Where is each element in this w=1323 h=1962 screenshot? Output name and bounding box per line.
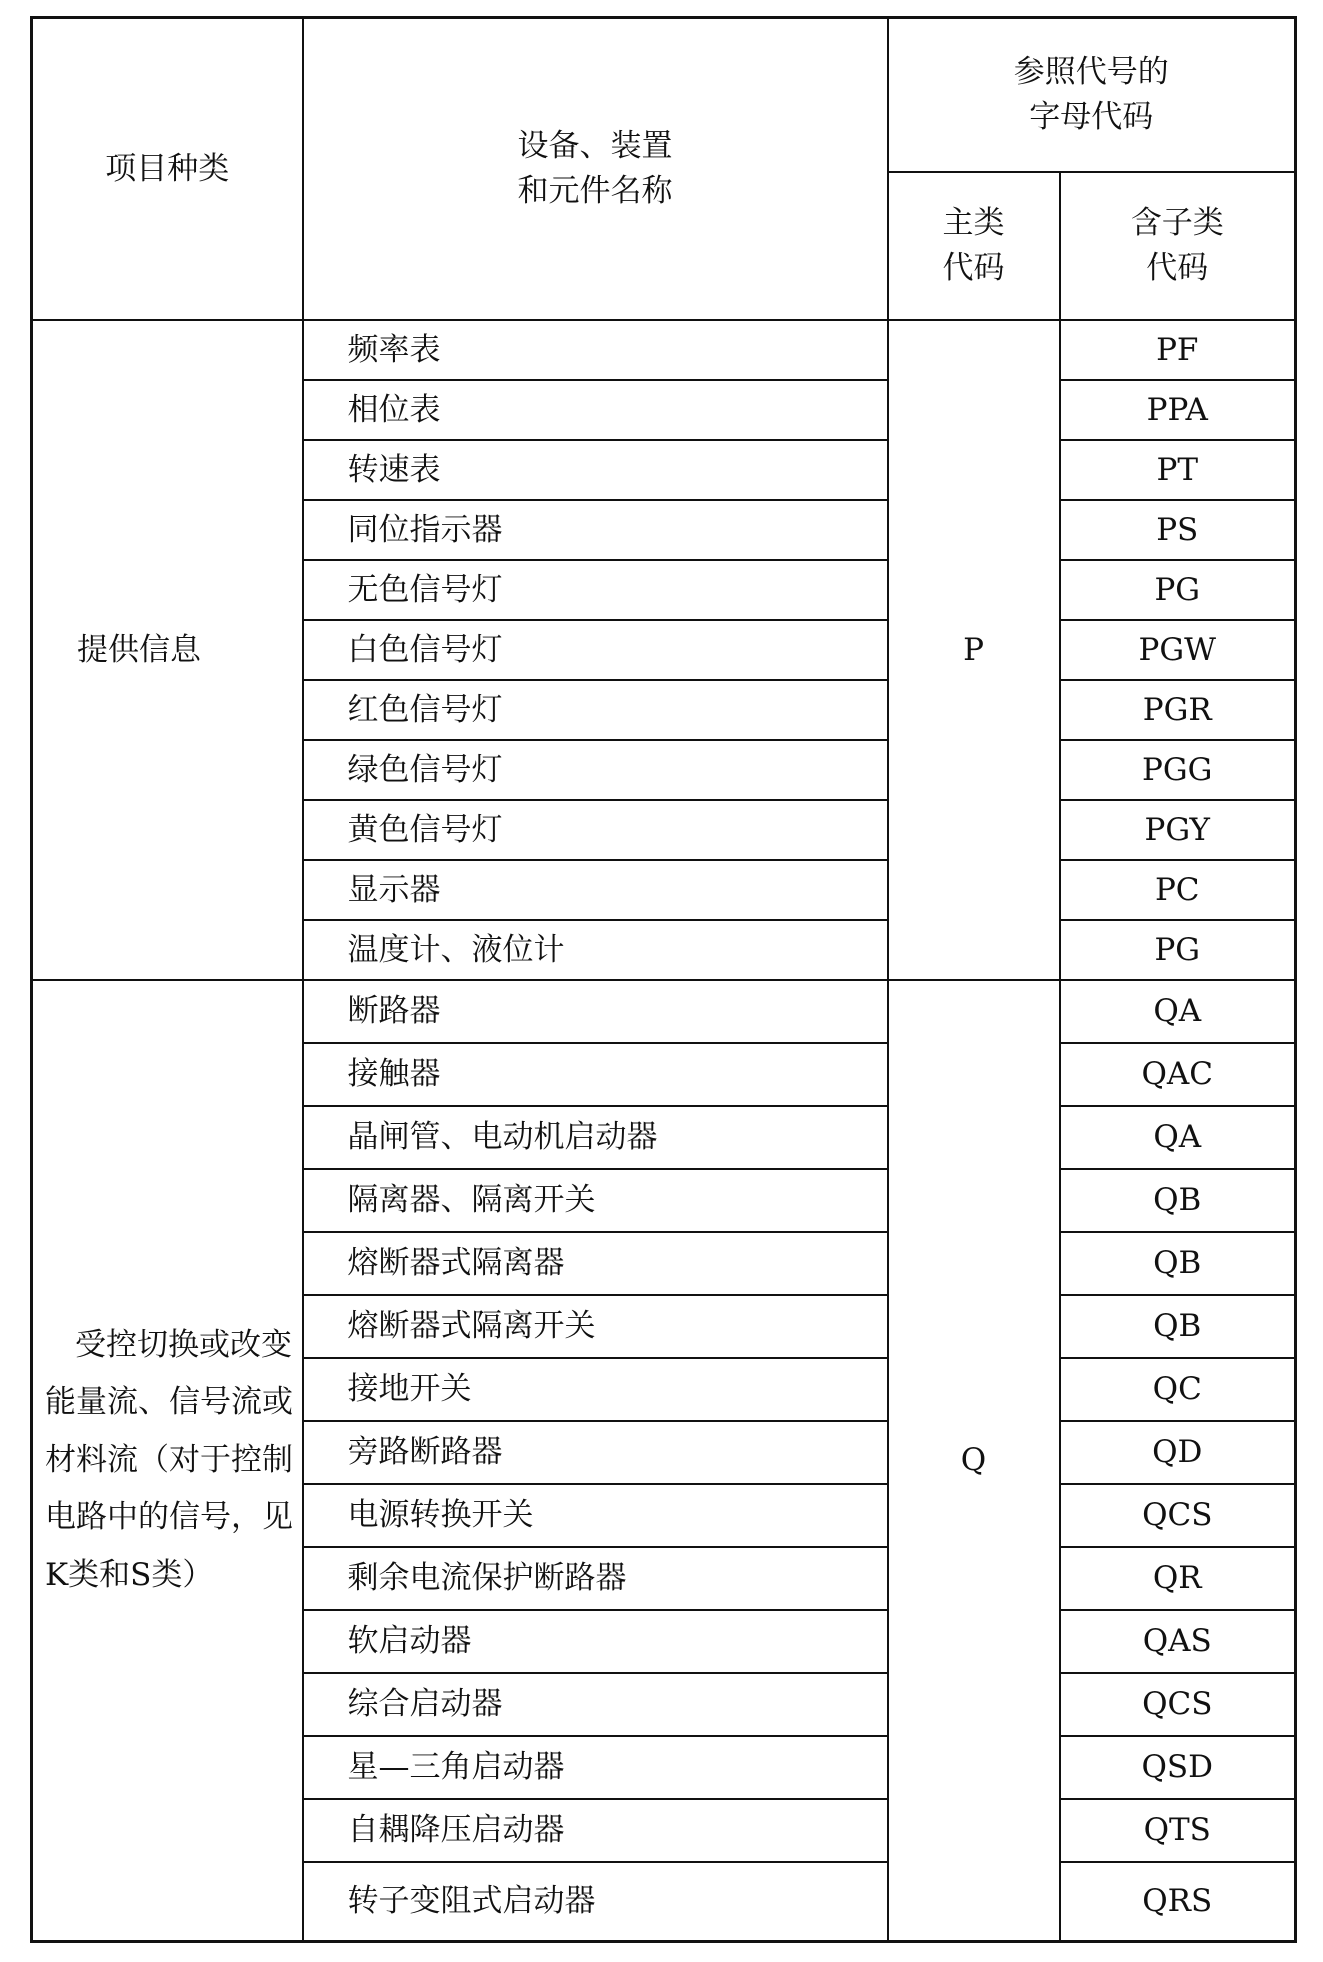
header-sub-code xyxy=(1060,172,1296,320)
device-name-cell: 晶闸管、电动机启动器 xyxy=(303,1106,888,1169)
device-name-cell: 综合启动器 xyxy=(303,1673,888,1736)
sub-code-cell: PS xyxy=(1060,500,1296,560)
device-name-cell: 熔断器式隔离器 xyxy=(303,1232,888,1295)
category-label: 受控切换或改变能量流、信号流或材料流（对于控制电路中的信号，见K类和S类） xyxy=(45,1327,293,1593)
sub-code-cell: QR xyxy=(1060,1547,1296,1610)
device-name-cell: 频率表 xyxy=(303,320,888,380)
device-name-cell: 相位表 xyxy=(303,380,888,440)
sub-code-cell: PGG xyxy=(1060,740,1296,800)
header-main-line2: 代码 xyxy=(942,250,1005,286)
device-name-cell: 隔离器、隔离开关 xyxy=(303,1169,888,1232)
sub-code-cell: QAC xyxy=(1060,1043,1296,1106)
device-name-cell: 熔断器式隔离开关 xyxy=(303,1295,888,1358)
sub-code-cell: PGY xyxy=(1060,800,1296,860)
sub-code-cell: QB xyxy=(1060,1295,1296,1358)
category-label: 提供信息 xyxy=(77,631,201,668)
device-name-cell: 显示器 xyxy=(303,860,888,920)
sub-code-cell: QB xyxy=(1060,1169,1296,1232)
sub-code-cell: QRS xyxy=(1060,1862,1296,1942)
main-code-cell: Q xyxy=(888,980,1060,1942)
category-cell xyxy=(32,980,303,1942)
device-name-cell: 白色信号灯 xyxy=(303,620,888,680)
device-name-cell: 软启动器 xyxy=(303,1610,888,1673)
sub-code-cell: QCS xyxy=(1060,1484,1296,1547)
header-sub-line1: 含子类 xyxy=(1130,205,1224,242)
header-main-line1: 主类 xyxy=(942,205,1005,242)
header-name-line1: 设备、装置 xyxy=(517,128,673,165)
sub-code-cell: QB xyxy=(1060,1232,1296,1295)
header-name-line2: 和元件名称 xyxy=(517,173,673,209)
header-ref-line2: 字母代码 xyxy=(1029,99,1154,135)
header-letter-code xyxy=(888,18,1296,173)
device-name-cell: 断路器 xyxy=(303,980,888,1043)
device-name-cell: 旁路断路器 xyxy=(303,1421,888,1484)
device-name-cell: 电源转换开关 xyxy=(303,1484,888,1547)
header-category xyxy=(32,18,303,321)
sub-code-cell: QC xyxy=(1060,1358,1296,1421)
device-name-cell: 剩余电流保护断路器 xyxy=(303,1547,888,1610)
device-name-cell: 接地开关 xyxy=(303,1358,888,1421)
sub-code-cell: PC xyxy=(1060,860,1296,920)
device-name-cell: 无色信号灯 xyxy=(303,560,888,620)
sub-code-cell: QTS xyxy=(1060,1799,1296,1862)
sub-code-cell: QA xyxy=(1060,980,1296,1043)
sub-code-cell: QSD xyxy=(1060,1736,1296,1799)
sub-code-cell: PG xyxy=(1060,920,1296,980)
header-sub-line2: 代码 xyxy=(1146,250,1209,286)
header-device-name xyxy=(303,18,888,321)
category-cell xyxy=(32,320,303,980)
device-name-cell: 温度计、液位计 xyxy=(303,920,888,980)
sub-code-cell: QCS xyxy=(1060,1673,1296,1736)
sub-code-cell: PPA xyxy=(1060,380,1296,440)
header-main-code xyxy=(888,172,1060,320)
device-name-cell: 红色信号灯 xyxy=(303,680,888,740)
device-name-cell: 同位指示器 xyxy=(303,500,888,560)
device-name-cell: 星—三角启动器 xyxy=(303,1736,888,1799)
main-code-cell: P xyxy=(888,320,1060,980)
header-ref-line1: 参照代号的 xyxy=(1013,54,1169,91)
device-name-cell: 绿色信号灯 xyxy=(303,740,888,800)
device-name-cell: 转子变阻式启动器 xyxy=(303,1862,888,1942)
header-category-label: 项目种类 xyxy=(105,150,230,187)
sub-code-cell: QD xyxy=(1060,1421,1296,1484)
table-row xyxy=(32,320,1296,380)
device-name-cell: 自耦降压启动器 xyxy=(303,1799,888,1862)
sub-code-cell: PG xyxy=(1060,560,1296,620)
sub-code-cell: PGR xyxy=(1060,680,1296,740)
device-name-cell: 转速表 xyxy=(303,440,888,500)
sub-code-cell: PT xyxy=(1060,440,1296,500)
sub-code-cell: QAS xyxy=(1060,1610,1296,1673)
sub-code-cell: PGW xyxy=(1060,620,1296,680)
device-name-cell: 黄色信号灯 xyxy=(303,800,888,860)
sub-code-cell: QA xyxy=(1060,1106,1296,1169)
device-name-cell: 接触器 xyxy=(303,1043,888,1106)
reference-code-table xyxy=(30,16,1297,1943)
sub-code-cell: PF xyxy=(1060,320,1296,380)
table-row xyxy=(32,980,1296,1043)
